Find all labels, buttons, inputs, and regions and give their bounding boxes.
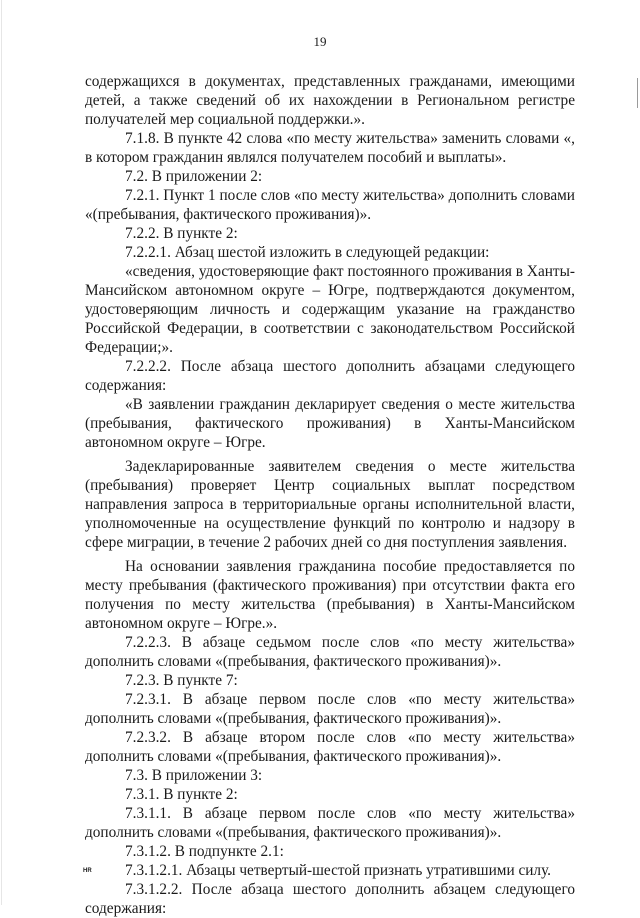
paragraph-quoted-basis: На основании заявления гражданина пособие предоставляется по месту пребывания (фактического проживания) при отсутствии факта его получения по месту жительства (пребывания) в Ханты-Мансийском автономном округе – Югре.». <box>85 558 575 632</box>
paragraph-7-2-2: 7.2.2. В пункте 2: <box>125 225 238 242</box>
paragraph-7-1-8: 7.1.8. В пункте 42 слова «по месту жительства» заменить словами «, в котором гражданин являлся получателем пособий и выплаты». <box>85 130 575 166</box>
paragraph-7-2-2-1: 7.2.2.1. Абзац шестой изложить в следующей редакции: <box>125 244 490 261</box>
paragraph-7-3-1-2: 7.3.1.2. В подпункте 2.1: <box>125 843 284 860</box>
paragraph-7-3-1-2-1: 7.3.1.2.1. Абзацы четвертый-шестой признать утратившими силу. <box>125 862 552 879</box>
paragraph-7-2-3-2: 7.2.3.2. В абзаце втором после слов «по месту жительства» дополнить словами «(пребывания, фактического проживания)». <box>85 729 575 765</box>
paragraph-7-2-2-2: 7.2.2.2. После абзаца шестого дополнить абзацами следующего содержания: <box>85 358 575 394</box>
paragraph-7-3: 7.3. В приложении 3: <box>125 767 263 784</box>
paragraph-7-2-2-3: 7.2.2.3. В абзаце седьмом после слов «по месту жительства» дополнить словами «(пребывания, фактического проживания)». <box>85 634 575 670</box>
page-number: 19 <box>313 34 327 49</box>
paragraph-7-2: 7.2. В приложении 2: <box>125 168 263 185</box>
paragraph-7-2-1: 7.2.1. Пункт 1 после слов «по месту жительства» дополнить словами «(пребывания, фактического проживания)». <box>85 187 575 223</box>
footer-code: HR <box>83 868 92 874</box>
document-body <box>85 72 575 918</box>
paragraph-continuation: содержащихся в документах, представленных гражданами, имеющими детей, а также сведений об их нахождении в Региональном регистре получателей мер социальной поддержки.». <box>85 73 575 128</box>
paragraph-quoted-verification: Задекларированные заявителем сведения о месте жительства (пребывания) проверяет Центр социальных выплат посредством направления запроса в территориальные органы исполнительной власти, уполномоченные на осуществление функций по контролю и надзору в сфере миграции, в течение 2 рабочих дней со дня поступления заявления. <box>85 458 575 551</box>
paragraph-7-3-1: 7.3.1. В пункте 2: <box>125 786 238 803</box>
paragraph-7-2-3-1: 7.2.3.1. В абзаце первом после слов «по месту жительства» дополнить словами «(пребывания, фактического проживания)». <box>85 691 575 727</box>
scan-edge-mark <box>637 78 638 108</box>
paragraph-quoted-declaration: «В заявлении гражданин декларирует сведения о месте жительства (пребывания, фактического проживания) в Ханты-Мансийском автономном округе – Югре. <box>85 396 575 451</box>
paragraph-7-3-1-2-2: 7.3.1.2.2. После абзаца шестого дополнить абзацем следующего содержания: <box>85 881 575 917</box>
paragraph-7-3-1-1: 7.3.1.1. В абзаце первом после слов «по месту жительства» дополнить словами «(пребывания, фактического проживания)». <box>85 805 575 841</box>
paragraph-quoted-info: «сведения, удостоверяющие факт постоянного проживания в Ханты-Мансийском автономном округе – Югре, подтверждаются документом, удостоверяющим личность и содержащим указание на гражданство Российской Федерации, в соответствии с законодательством Российской Федерации;». <box>85 263 575 356</box>
paragraph-7-2-3: 7.2.3. В пункте 7: <box>125 672 238 689</box>
scan-left-edge <box>1 0 2 905</box>
